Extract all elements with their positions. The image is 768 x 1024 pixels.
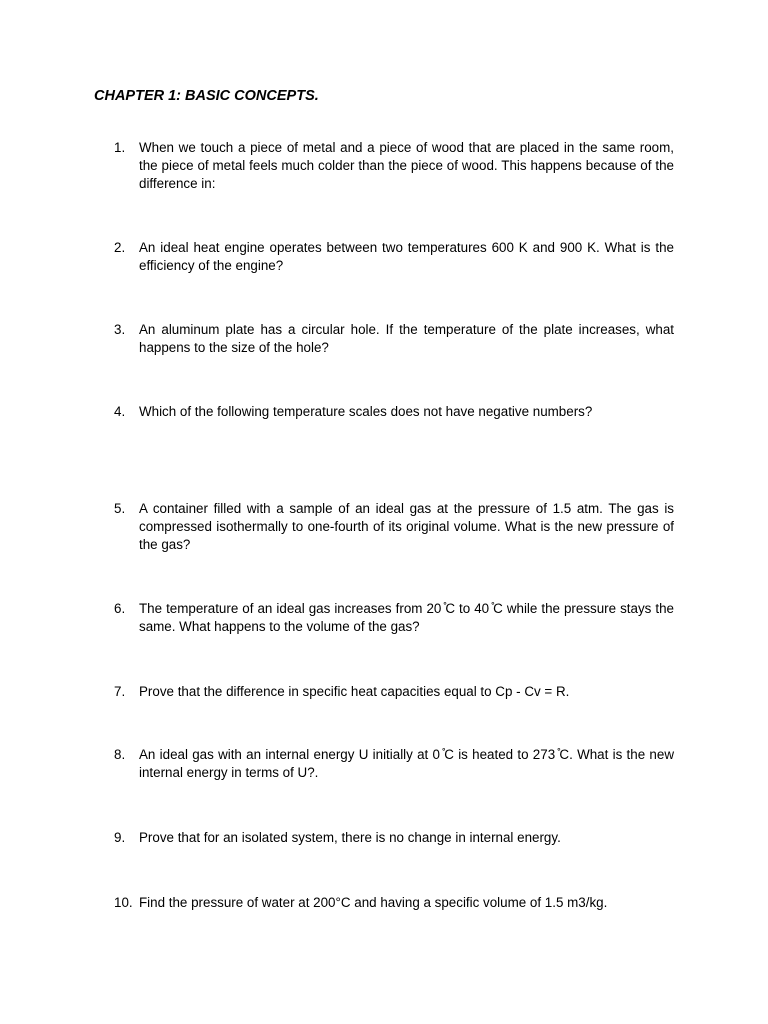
question-item-8 xyxy=(94,746,674,782)
question-item-10 xyxy=(94,894,674,912)
question-text: An ideal heat engine operates between two temperatures 600 K and 900 K. What is the efficiency of the engine? xyxy=(139,240,674,273)
question-number: 2. xyxy=(114,240,126,255)
question-number: 4. xyxy=(114,404,126,419)
question-text: Which of the following temperature scales does not have negative numbers? xyxy=(139,404,593,419)
question-text: The temperature of an ideal gas increases from 20 ̊C to 40 ̊C while the pressure stays the same. What happens to the volume of the gas? xyxy=(139,601,674,634)
question-number: 5. xyxy=(114,501,126,516)
question-item-5 xyxy=(94,500,674,554)
question-number: 10. xyxy=(114,895,133,910)
question-item-2 xyxy=(94,239,674,275)
question-number: 9. xyxy=(114,830,126,845)
question-text: Find the pressure of water at 200°C and having a specific volume of 1.5 m3/kg. xyxy=(139,895,608,910)
question-item-9 xyxy=(94,829,674,847)
question-text: Prove that the difference in specific heat capacities equal to Cp - Cv = R. xyxy=(139,684,570,699)
question-item-4 xyxy=(94,403,674,421)
question-text: An ideal gas with an internal energy U initially at 0 ̊C is heated to 273 ̊C. What is the new internal energy in terms of U?. xyxy=(139,747,674,780)
question-item-6 xyxy=(94,600,674,636)
question-number: 6. xyxy=(114,601,126,616)
question-text: Prove that for an isolated system, there is no change in internal energy. xyxy=(139,830,561,845)
question-item-7 xyxy=(94,683,674,701)
question-item-3 xyxy=(94,321,674,357)
question-number: 1. xyxy=(114,140,126,155)
question-text: When we touch a piece of metal and a piece of wood that are placed in the same room, the piece of metal feels much colder than the piece of wood. This happens because of the difference in: xyxy=(139,140,674,191)
question-text: An aluminum plate has a circular hole. If the temperature of the plate increases, what happens to the size of the hole? xyxy=(139,322,674,355)
chapter-title: CHAPTER 1: BASIC CONCEPTS. xyxy=(94,88,319,104)
question-number: 8. xyxy=(114,747,126,762)
question-number: 7. xyxy=(114,684,126,699)
question-number: 3. xyxy=(114,322,126,337)
question-item-1 xyxy=(94,139,674,193)
question-text: A container filled with a sample of an ideal gas at the pressure of 1.5 atm. The gas is compressed isothermally to one-fourth of its original volume. What is the new pressure of the gas? xyxy=(139,501,674,552)
